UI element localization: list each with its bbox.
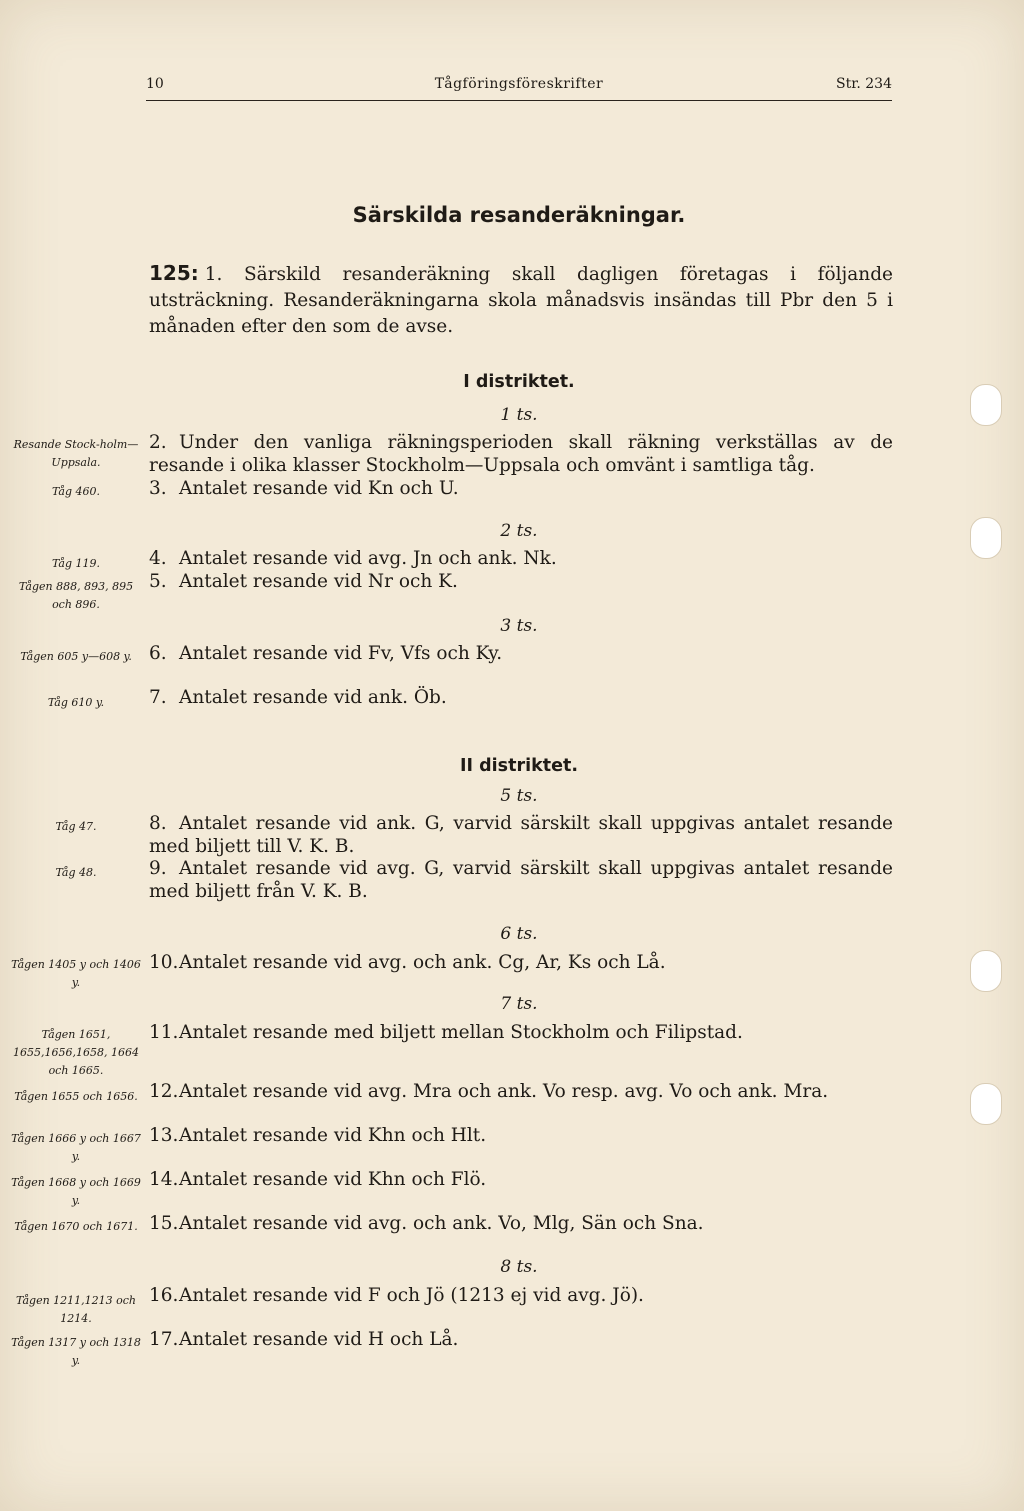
district-heading-2: II distriktet.: [460, 756, 578, 776]
item-number: 9.: [149, 858, 167, 879]
item-text: Antalet resande vid avg. Jn och ank. Nk.: [179, 548, 557, 569]
margin-note: Tågen 1668 y och 1669 y.: [11, 1176, 141, 1207]
intro-text: 1. Särskild resanderäkning skall dagligen företagas i följande utsträckning. Resanderäkningarna skola månadsvis insändas till Pbr den 5 i månaden efter den som de avse.: [149, 264, 893, 337]
item-number: 14.: [149, 1169, 179, 1190]
margin-note: Tågen 1670 och 1671.: [14, 1220, 138, 1233]
ts-heading-2: 2 ts.: [500, 521, 538, 541]
item-number: 13.: [149, 1125, 179, 1146]
punch-hole: [970, 950, 1002, 992]
margin-note: Tågen 1666 y och 1667 y.: [11, 1132, 141, 1163]
punch-hole: [970, 517, 1002, 559]
section-number: 125:: [149, 261, 199, 285]
list-item-4: [149, 547, 893, 570]
list-item-7: [149, 686, 893, 709]
ts-heading-1: 1 ts.: [500, 405, 538, 425]
list-item-8: [149, 812, 893, 858]
item-text: Antalet resande vid avg. Mra och ank. Vo resp. avg. Vo och ank. Mra.: [179, 1081, 829, 1102]
list-item-16: [149, 1284, 893, 1307]
ts-heading-6: 6 ts.: [500, 924, 538, 944]
page-title: Särskilda resanderäkningar.: [352, 203, 686, 227]
item-text: Antalet resande vid avg. och ank. Vo, Mlg, Sän och Sna.: [179, 1213, 704, 1234]
list-item-13: [149, 1124, 893, 1147]
margin-note: Tågen 1405 y och 1406 y.: [11, 958, 141, 989]
margin-note: Resande Stock-holm—Uppsala.: [13, 438, 139, 469]
punch-hole: [970, 384, 1002, 426]
item-text: Antalet resande vid ank. G, varvid särskilt skall uppgivas antalet resande med biljett till V. K. B.: [149, 813, 893, 857]
ts-heading-8: 8 ts.: [500, 1257, 538, 1277]
margin-note: Tåg 47.: [55, 820, 97, 833]
item-text: Antalet resande vid avg. G, varvid särskilt skall uppgivas antalet resande med biljett från V. K. B.: [149, 858, 893, 902]
ts-heading-7: 7 ts.: [500, 994, 538, 1014]
item-text: Antalet resande vid avg. och ank. Cg, Ar, Ks och Lå.: [179, 952, 666, 973]
list-item-17: [149, 1328, 893, 1351]
margin-note: Tågen 605 y—608 y.: [20, 650, 132, 663]
margin-note: Tåg 48.: [55, 866, 97, 879]
item-number: 2.: [149, 432, 167, 453]
ts-heading-3: 3 ts.: [500, 616, 538, 636]
list-item-5: [149, 570, 893, 593]
item-number: 5.: [149, 571, 167, 592]
list-item-14: [149, 1168, 893, 1191]
item-number: 7.: [149, 687, 167, 708]
item-text: Under den vanliga räkningsperioden skall räkning verkställas av de resande i olika klasser Stockholm—Uppsala och omvänt i samtliga tåg.: [149, 432, 893, 476]
list-item-6: [149, 642, 893, 665]
margin-note: Tågen 888, 893, 895 och 896.: [18, 580, 134, 611]
list-item-9: [149, 857, 893, 903]
list-item-15: [149, 1212, 893, 1235]
margin-note: Tåg 610 y.: [47, 696, 105, 709]
item-text: Antalet resande med biljett mellan Stockholm och Filipstad.: [179, 1022, 743, 1043]
item-number: 8.: [149, 813, 167, 834]
running-title: Tågföringsföreskrifter: [434, 76, 604, 92]
item-number: 11.: [149, 1022, 179, 1043]
page-reference: Str. 234: [836, 76, 892, 92]
item-text: Antalet resande vid ank. Öb.: [179, 687, 447, 708]
margin-note: Tåg 119.: [51, 557, 101, 570]
item-number: 3.: [149, 478, 167, 499]
margin-note: Tågen 1317 y och 1318 y.: [11, 1336, 141, 1367]
intro-paragraph: [149, 260, 893, 340]
item-number: 15.: [149, 1213, 179, 1234]
item-text: Antalet resande vid Khn och Hlt.: [179, 1125, 487, 1146]
item-number: 12.: [149, 1081, 179, 1102]
list-item-3: [149, 477, 893, 500]
item-text: Antalet resande vid Khn och Flö.: [179, 1169, 487, 1190]
punch-hole: [970, 1083, 1002, 1125]
margin-note: Tåg 460.: [51, 485, 101, 498]
item-number: 10.: [149, 952, 179, 973]
margin-note: Tågen 1655 och 1656.: [14, 1090, 138, 1103]
list-item-11: [149, 1021, 893, 1044]
page-number: 10: [146, 76, 164, 92]
item-number: 17.: [149, 1329, 179, 1350]
list-item-12: [149, 1080, 893, 1103]
district-heading-1: I distriktet.: [463, 372, 575, 392]
item-text: Antalet resande vid Kn och U.: [179, 478, 459, 499]
margin-note: Tågen 1211,1213 och 1214.: [15, 1294, 137, 1325]
page-header: [146, 74, 892, 101]
margin-note: Tågen 1651, 1655,1656,1658, 1664 och 1665.: [13, 1028, 139, 1077]
item-number: 6.: [149, 643, 167, 664]
item-text: Antalet resande vid F och Jö (1213 ej vid avg. Jö).: [179, 1285, 644, 1306]
item-text: Antalet resande vid H och Lå.: [179, 1329, 459, 1350]
item-text: Antalet resande vid Fv, Vfs och Ky.: [179, 643, 503, 664]
list-item-10: [149, 951, 893, 974]
list-item-2: [149, 431, 893, 477]
ts-heading-5: 5 ts.: [500, 786, 538, 806]
item-number: 16.: [149, 1285, 179, 1306]
item-number: 4.: [149, 548, 167, 569]
item-text: Antalet resande vid Nr och K.: [179, 571, 458, 592]
